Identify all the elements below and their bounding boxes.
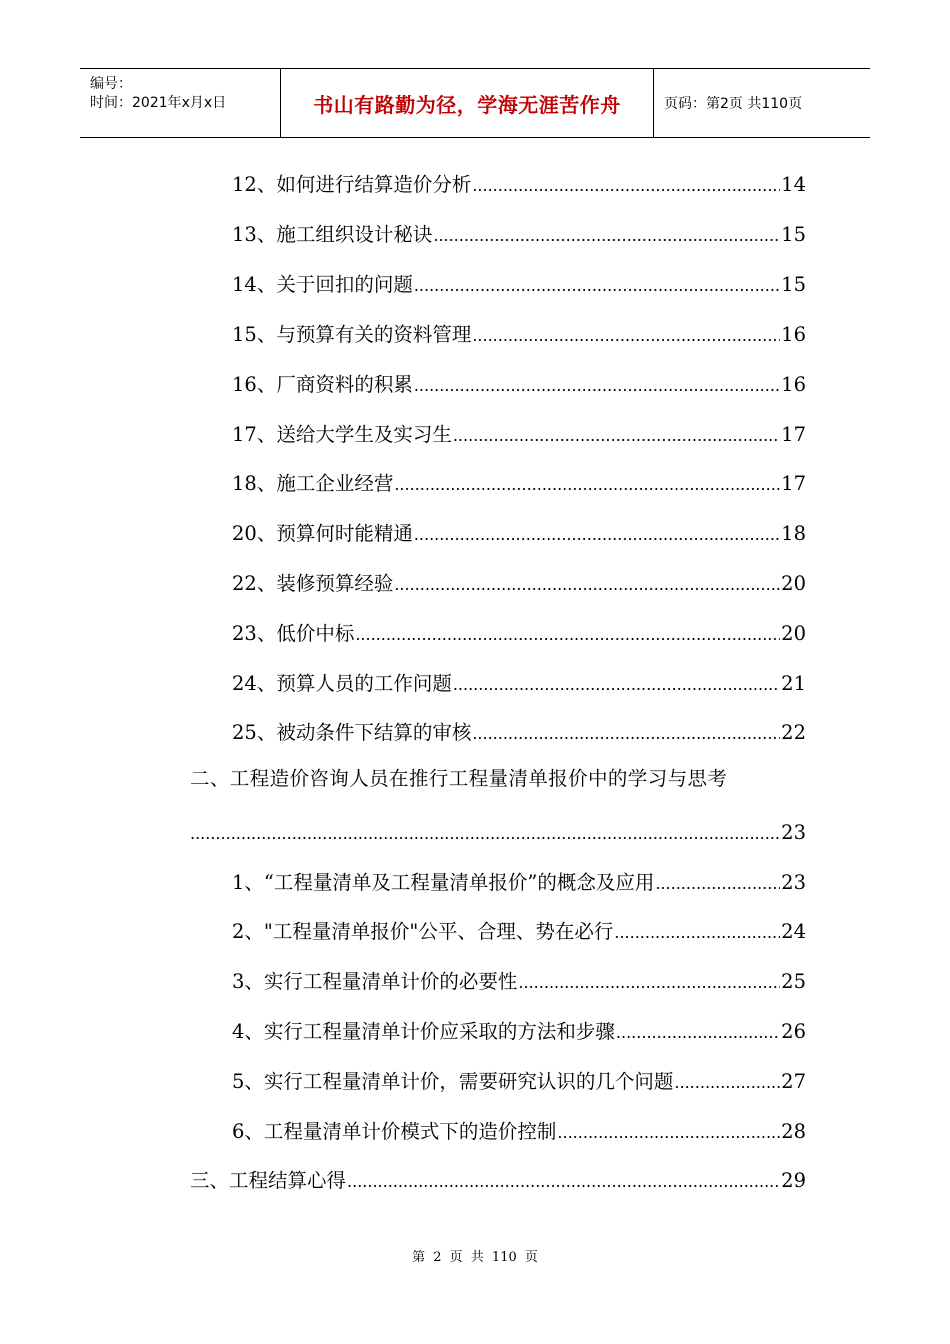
toc-entry-title: 14、关于回扣的问题 [232, 273, 413, 296]
toc-leader [472, 724, 780, 744]
toc-leader [616, 1023, 780, 1043]
toc-entry-page: 18 [781, 522, 806, 545]
toc-entry-title: 23、低价中标 [232, 622, 355, 645]
toc-entry-title: 三、工程结算心得 [190, 1169, 347, 1192]
toc-leader [453, 675, 780, 695]
toc-entry-title: 24、预算人员的工作问题 [232, 672, 452, 695]
toc-entry[interactable] [190, 1164, 806, 1194]
header-meta [80, 69, 281, 137]
toc-entry[interactable] [232, 1115, 806, 1145]
toc-entry-page: 17 [781, 423, 806, 446]
toc-entry-title: 1、“工程量清单及工程量清单报价”的概念及应用 [232, 871, 655, 894]
toc-leader [472, 326, 780, 346]
toc-entry-title: 20、预算何时能精通 [232, 522, 413, 545]
toc-entry[interactable] [232, 1065, 806, 1095]
toc-entry[interactable] [232, 218, 806, 248]
toc-entry-page: 20 [781, 572, 806, 595]
header-motto [281, 69, 654, 137]
toc-entry[interactable] [232, 517, 806, 547]
toc-entry[interactable] [232, 965, 806, 995]
toc-entry-page: 15 [781, 273, 806, 296]
toc-entry[interactable] [232, 667, 806, 697]
toc-entry-title: 3、实行工程量清单计价的必要性 [232, 970, 518, 993]
page-info-text: 页码：第2页 共110页 [664, 96, 803, 112]
toc-entry-page: 24 [781, 920, 806, 943]
toc-entry-page: 17 [781, 472, 806, 495]
toc-leader [472, 176, 780, 196]
header-page-info [654, 69, 870, 137]
toc-entry[interactable] [232, 268, 806, 298]
toc-entry-page: 25 [781, 970, 806, 993]
motto-text: 书山有路勤为径，学海无涯苦作舟 [313, 92, 621, 117]
page-footer [0, 1246, 950, 1265]
toc-leader [674, 1073, 780, 1093]
toc-entry-page: 28 [781, 1120, 806, 1143]
toc-entry-page: 26 [781, 1020, 806, 1043]
toc-leader [190, 824, 780, 844]
toc-entry[interactable] [232, 567, 806, 597]
toc-entry-page: 15 [781, 223, 806, 246]
toc-leader [614, 923, 780, 943]
toc-entry-page: 29 [781, 1169, 806, 1192]
toc-entry-page: 21 [781, 672, 806, 695]
toc-entry[interactable] [232, 716, 806, 746]
toc-entry[interactable] [232, 368, 806, 398]
toc-entry-page: 23 [781, 821, 806, 844]
toc-entry-page: 16 [781, 323, 806, 346]
toc-leader [655, 874, 780, 894]
toc-entry-title: 22、装修预算经验 [232, 572, 394, 595]
toc-section-continuation [190, 816, 806, 846]
toc-entry-title: 25、被动条件下结算的审核 [232, 721, 472, 744]
toc-leader [355, 625, 780, 645]
toc-entry-title: 5、实行工程量清单计价，需要研究认识的几个问题 [232, 1070, 674, 1093]
toc-entry-title: 16、厂商资料的积累 [232, 373, 413, 396]
toc-leader [453, 426, 780, 446]
toc-entry[interactable] [232, 866, 806, 896]
number-label: 编号： [90, 76, 132, 92]
toc-leader [518, 973, 780, 993]
toc-entry-page: 14 [781, 173, 806, 196]
toc-leader [347, 1172, 780, 1192]
toc-leader [414, 525, 780, 545]
toc-entry-title: 15、与预算有关的资料管理 [232, 323, 472, 346]
toc-entry[interactable] [232, 318, 806, 348]
toc-leader [557, 1123, 780, 1143]
toc-entry-page: 20 [781, 622, 806, 645]
toc-entry-page: 23 [781, 871, 806, 894]
toc-entry-page: 16 [781, 373, 806, 396]
footer-page-number: 第 2 页 共 110 页 [412, 1250, 538, 1265]
toc-leader [394, 575, 780, 595]
toc-leader [414, 276, 780, 296]
toc-entry[interactable] [232, 467, 806, 497]
toc-entry-title: 4、实行工程量清单计价应采取的方法和步骤 [232, 1020, 615, 1043]
toc-entry[interactable] [232, 915, 806, 945]
toc-entry-title: 13、施工组织设计秘诀 [232, 223, 433, 246]
toc-entry-page: 27 [781, 1070, 806, 1093]
time-label: 时间：2021年x月x日 [90, 95, 227, 111]
toc-entry-page: 22 [781, 721, 806, 744]
toc-entry-title: 17、送给大学生及实习生 [232, 423, 452, 446]
toc-entry[interactable] [232, 168, 806, 198]
toc-leader [394, 475, 780, 495]
toc-section-title[interactable]: 二、工程造价咨询人员在推行工程量清单报价中的学习与思考 [190, 767, 728, 790]
toc-entry[interactable] [232, 418, 806, 448]
toc-entry[interactable] [232, 1015, 806, 1045]
toc-entry-title: 12、如何进行结算造价分析 [232, 173, 472, 196]
toc-entry[interactable] [232, 617, 806, 647]
toc-leader [433, 226, 780, 246]
toc-entry-title: 2、"工程量清单报价"公平、合理、势在必行 [232, 920, 614, 943]
toc-entry-title: 6、工程量清单计价模式下的造价控制 [232, 1120, 557, 1143]
toc-leader [414, 376, 780, 396]
page-header [80, 68, 870, 138]
toc-entry-title: 18、施工企业经营 [232, 472, 394, 495]
